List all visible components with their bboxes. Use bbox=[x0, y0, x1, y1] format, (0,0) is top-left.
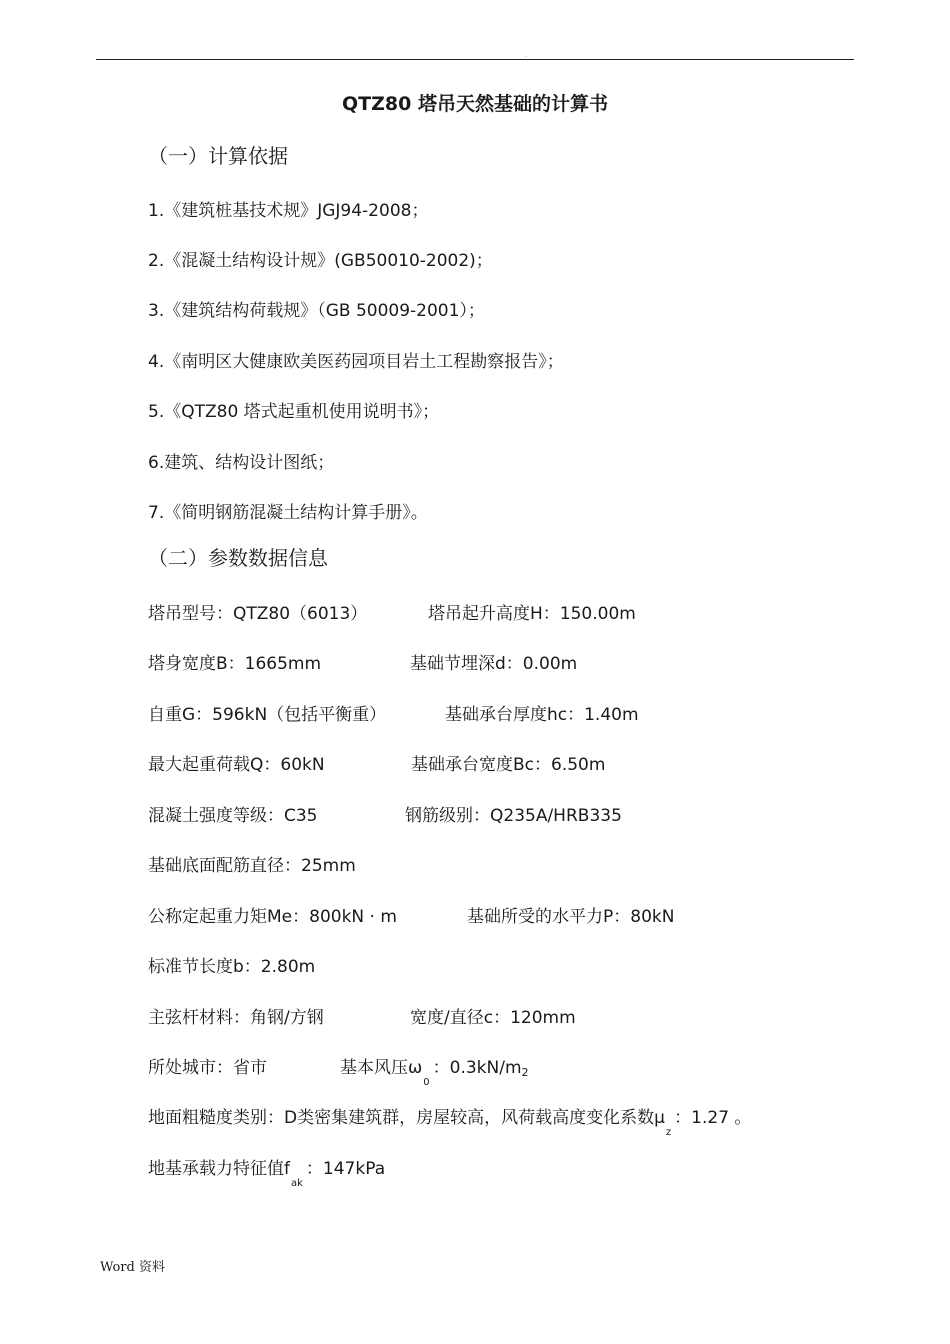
param-left: 塔身宽度B：1665mm bbox=[148, 654, 322, 674]
param-bearing bbox=[148, 1154, 386, 1189]
bearing-text: 地基承载力特征值f bbox=[148, 1159, 290, 1179]
basis-item: 5.《QTZ80 塔式起重机使用说明书》； bbox=[148, 402, 440, 422]
param-left: 主弦杆材料：角钢/方钢 bbox=[148, 1008, 324, 1028]
param-right: 塔吊起升高度H：150.00m bbox=[428, 604, 636, 624]
basis-item: 3.《建筑结构荷载规》（GB 50009-2001）； bbox=[148, 301, 485, 321]
param-wind-pressure bbox=[340, 1053, 529, 1088]
city-label: 所处城市：省市 bbox=[148, 1058, 267, 1078]
param-left: 标准节长度b：2.80m bbox=[148, 957, 316, 977]
header-mark: . bbox=[525, 52, 527, 59]
param-right: 基础所受的水平力P：80kN bbox=[467, 907, 675, 927]
footer-label: Word 资料 bbox=[100, 1260, 165, 1275]
roughness-value: ：1.27 。 bbox=[674, 1108, 752, 1128]
basis-item: 2.《混凝土结构设计规》(GB50010-2002)； bbox=[148, 251, 493, 271]
basis-item: 1.《建筑桩基技术规》JGJ94-2008； bbox=[148, 201, 429, 221]
wind-value: ：0.3kN/m bbox=[432, 1058, 522, 1078]
section-heading-basis: （一）计算依据 bbox=[148, 144, 288, 168]
roughness-subscript: z bbox=[665, 1127, 672, 1138]
param-left: 基础底面配筋直径：25mm bbox=[148, 856, 356, 876]
bearing-subscript: ak bbox=[291, 1178, 303, 1189]
param-right: 钢筋级别：Q235A/HRB335 bbox=[405, 806, 622, 826]
header-rule bbox=[96, 59, 854, 60]
param-right: 基础节埋深d：0.00m bbox=[410, 654, 578, 674]
param-left: 公称定起重力矩Me：800kN · m bbox=[148, 907, 397, 927]
param-city bbox=[148, 1053, 267, 1078]
param-right: 宽度/直径c：120mm bbox=[410, 1008, 576, 1028]
bearing-value: ：147kPa bbox=[305, 1159, 386, 1179]
param-left: 混凝土强度等级：C35 bbox=[148, 806, 318, 826]
wind-label: 基本风压ω bbox=[340, 1058, 423, 1078]
param-left: 最大起重荷载Q：60kN bbox=[148, 755, 325, 775]
roughness-text: 地面粗糙度类别：D类密集建筑群，房屋较高，风荷载高度变化系数μ bbox=[148, 1108, 665, 1128]
basis-item: 6.建筑、结构设计图纸； bbox=[148, 453, 335, 473]
param-left: 塔吊型号：QTZ80（6013） bbox=[148, 604, 368, 624]
param-right: 基础承台厚度hc：1.40m bbox=[445, 705, 639, 725]
param-roughness bbox=[148, 1103, 752, 1138]
param-left: 自重G：596kN（包括平衡重） bbox=[148, 705, 387, 725]
basis-item: 4.《南明区大健康欧美医药园项目岩土工程勘察报告》； bbox=[148, 352, 564, 372]
param-right: 基础承台宽度Bc：6.50m bbox=[411, 755, 606, 775]
document-title: QTZ80 塔吊天然基础的计算书 bbox=[342, 93, 608, 115]
wind-unit-subscript: 2 bbox=[521, 1066, 529, 1079]
wind-subscript: 0 bbox=[423, 1077, 430, 1088]
basis-item: 7.《简明钢筋混凝土结构计算手册》。 bbox=[148, 503, 428, 523]
section-heading-parameters: （二）参数数据信息 bbox=[148, 546, 328, 570]
